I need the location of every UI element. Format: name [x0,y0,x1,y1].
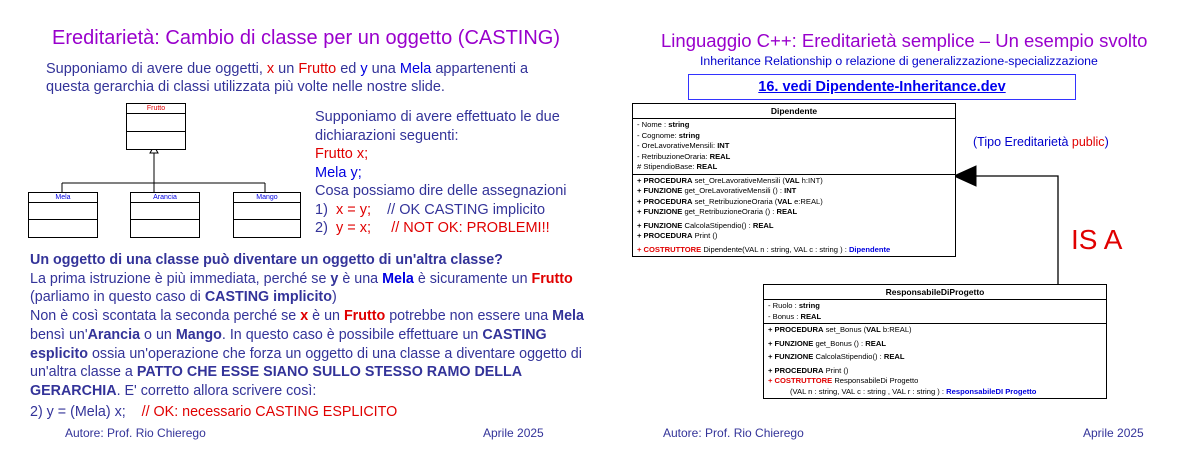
class-box-dipendente [632,103,956,257]
class-name-responsabile: ResponsabileDiProgetto [764,285,1106,300]
op-kind: + PROCEDURA [637,231,693,240]
right-slide-title: Linguaggio C++: Ereditarietà semplice – Un esempio svolto [661,30,1148,51]
op-type: VAL [777,196,792,206]
op-sig: CalcolaStipendio() : [682,220,753,230]
assignment-comment: // NOT OK: PROBLEMI!! [391,220,550,236]
responsabile-attributes [764,300,1106,324]
inheritance-type-note [973,135,1109,149]
attribute-row [637,120,951,131]
op-kind: + FUNZIONE [768,338,814,348]
assignment-number: 1) [315,201,328,218]
attr-name: - RetribuzioneOraria: [637,151,710,161]
class-box-responsabile-di-progetto [763,284,1107,399]
operation-row [637,221,951,232]
op-type: REAL [865,338,886,348]
assignments-question: Cosa possiamo dire delle assegnazioni [315,183,567,199]
text: è una [338,270,383,287]
intro-part: un [274,61,299,77]
op-kind: + PROCEDURA [768,365,824,375]
code: 2) y = ( [30,403,75,420]
declaration-mela-y: Mela y; [315,164,362,181]
text: . In questo caso è possibile effettuare un [221,326,483,343]
declarations-intro: Supponiamo di avere effettuato le due dichiarazioni seguenti: [315,109,560,144]
operation-row [768,339,1102,350]
intro-part: Supponiamo di avere due oggetti, [46,61,267,77]
ctor-sig: ResponsabileDi Progetto [832,376,919,385]
operation-row [637,186,951,197]
op-sig: e:REAL) [791,196,823,206]
op-sig: get_OreLavorativeMensili () : [682,186,785,195]
op-kind: + FUNZIONE [637,186,683,195]
operation-row [768,325,1102,336]
operation-row [637,231,951,242]
text-casting-implicito: CASTING implicito [204,289,332,306]
constructor-row [768,376,1102,387]
op-kind: + FUNZIONE [637,220,683,230]
text-mela: Mela [552,308,584,325]
intro-part: una [367,61,400,77]
text-arancia: Arancia [87,326,141,343]
right-footer-author: Autore: Prof. Rio Chierego [663,426,804,440]
assignment-number: 2) [315,220,328,236]
class-name-dipendente: Dipendente [633,104,955,119]
op-type: REAL [776,207,798,216]
op-kind: + PROCEDURA [637,175,693,185]
text-mela: Mela [382,270,414,287]
left-footer-date: Aprile 2025 [483,426,544,440]
op-type: VAL [866,325,881,334]
intro-part: ed [336,61,361,77]
ctor-return: Dipendente [848,244,891,254]
text: . E' corretto allora scrivere così: [116,382,317,399]
text: bensì un' [30,326,88,343]
text: è sicuramente un [413,270,532,287]
operation-row [768,352,1102,363]
op-sig: set_RetribuzioneOraria ( [692,196,778,206]
op-type: REAL [752,220,774,230]
text: (parliamo in questo caso di [30,289,205,306]
attr-name: - OreLavorativeMensili: [637,141,718,150]
op-kind: + FUNZIONE [768,352,814,361]
ctor-kind: + COSTRUTTORE [768,376,833,385]
right-slide-subtitle: Inheritance Relationship o relazione di generalizzazione-specializzazione [700,54,1098,68]
code-mela: Mela [74,403,106,420]
attr-name: - Bonus : [768,311,801,321]
text: ossia un'operazione che forza un oggetto di una classe a diventare oggetto di un'altra classe a [30,345,582,381]
operation-row [637,176,951,187]
attr-type: string [798,301,820,310]
attribute-row [637,141,951,152]
text-public: public [1071,135,1105,149]
op-sig: h:INT) [799,175,823,185]
op-sig: Print () [823,365,849,375]
attr-type: string [678,130,700,140]
attr-type: REAL [709,151,731,161]
dipendente-attributes [633,119,955,175]
assignment-code: x = y; [335,201,372,218]
op-type: REAL [883,352,905,361]
text: ) [1104,135,1109,149]
text: potrebbe non essere una [385,308,553,325]
dev-file-link[interactable]: 16. vedi Dipendente-Inheritance.dev [758,79,1006,95]
op-sig: Print () [692,231,718,240]
intro-mela: Mela [399,61,432,77]
attribute-row [768,301,1102,312]
left-footer-author: Autore: Prof. Rio Chierego [65,426,206,440]
op-kind: + PROCEDURA [637,196,693,206]
text: La prima istruzione è più immediata, perché se [30,270,331,287]
attr-type: REAL [696,162,718,171]
attr-type: REAL [800,311,822,321]
is-a-label: IS A [1071,224,1123,255]
declaration-frutto-x: Frutto x; [315,146,369,162]
explanation-heading: Un oggetto di una classe può diventare un oggetto di un'altra classe? [30,252,503,268]
class-name-frutto: Frutto [146,105,166,112]
class-name-arancia: Arancia [153,194,177,201]
op-sig: get_RetribuzioneOraria () : [682,207,777,216]
attr-name: - Ruolo : [768,301,799,310]
class-name-mango: Mango [256,194,278,201]
intro-x: x [266,61,275,77]
ctor-sig: Dipendente(VAL n : string, VAL c : string ) : [701,244,849,254]
intro-y: y [360,61,368,77]
text: ) [331,289,337,306]
attribute-row [637,152,951,163]
inheritance-line [976,176,1058,284]
assignment-comment: // OK CASTING implicito [387,201,546,218]
op-type: INT [784,186,797,195]
text-frutto: Frutto [343,308,386,325]
code: ) x; [105,403,126,420]
text-patto: PATTO CHE ESSE SIANO SULLO STESSO RAMO DELLA GERARCHIA [30,364,522,399]
op-kind: + PROCEDURA [768,325,824,334]
constructor-row [637,245,951,256]
op-sig: b:REAL) [880,325,912,334]
inheritance-arrowhead [954,166,976,186]
attr-name: # StipendioBase: [637,162,697,171]
op-sig: set_OreLavorativeMensili ( [692,175,785,185]
ctor-params: (VAL n : string, VAL c : string , VAL r : string ) : [790,386,947,396]
attr-name: - Nome : [637,120,669,129]
text: (Tipo Ereditarietà [973,135,1072,149]
assignment-code: y = x; [335,220,372,236]
attr-type: INT [717,141,730,150]
intro-frutto: Frutto [298,61,337,77]
left-slide-title: Ereditarietà: Cambio di classe per un oggetto (CASTING) [52,27,560,49]
attr-name: - Cognome: [637,130,679,140]
text: o un [140,326,176,343]
text-frutto: Frutto [531,270,573,287]
op-type: VAL [784,175,800,185]
intro-part: appartenenti a questa gerarchia di classi utilizzata più volte nelle nostre slide. [46,61,529,95]
op-kind: + FUNZIONE [637,207,683,216]
op-sig: get_Bonus () : [813,338,866,348]
attribute-row [637,131,951,142]
attribute-row [637,162,951,173]
dipendente-operations [633,175,955,257]
text-casting-esplicito: CASTING esplicito [30,326,547,362]
text-y: y [330,270,339,287]
ctor-kind: + COSTRUTTORE [637,244,702,254]
class-name-mela: Mela [55,194,71,201]
attribute-row [768,312,1102,323]
op-sig: CalcolaStipendio() : [813,352,884,361]
text: è un [308,308,344,325]
operation-row [637,207,951,218]
attr-type: string [668,120,690,129]
operation-row [637,197,951,208]
code-comment: // OK: necessario CASTING ESPLICITO [141,403,398,420]
text: Non è così scontata la seconda perché se [30,308,301,325]
ctor-return: ResponsabileDI Progetto [946,386,1037,396]
op-sig: set_Bonus ( [823,325,867,334]
responsabile-operations [764,324,1106,398]
constructor-row-params [768,387,1102,398]
text-x: x [300,308,309,325]
operation-row [768,366,1102,377]
text-mango: Mango [175,326,222,343]
right-footer-date: Aprile 2025 [1083,426,1144,440]
